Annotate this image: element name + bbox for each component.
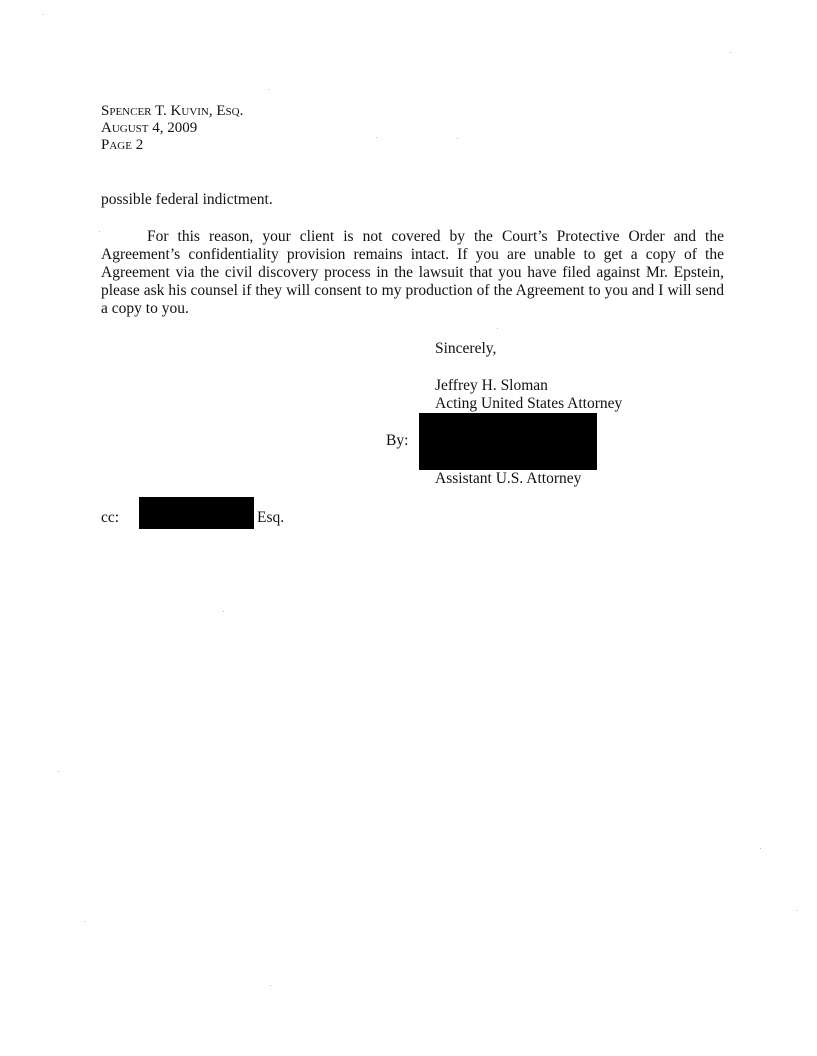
- scan-speck: [223, 611, 224, 612]
- scan-speck: [58, 771, 59, 772]
- scan-speck: [497, 328, 498, 329]
- body-paragraph: For this reason, your client is not covered by the Court’s Protective Order and the Agreement’s confidentiality provision remains intact. If you are unable to get a copy of the Agreement via the civil discovery process in the lawsuit that you have filed against Mr. Epstein, please ask his counsel if they will consent to my production of the Agreement to you and I will send a copy to you.: [101, 228, 724, 317]
- scan-speck: [796, 910, 797, 911]
- letter-date: August 4, 2009: [101, 120, 198, 136]
- recipient-name: Spencer T. Kuvin, Esq.: [101, 103, 244, 119]
- closing-salutation: Sincerely,: [435, 340, 497, 357]
- signatory-title: Assistant U.S. Attorney: [435, 470, 582, 487]
- scan-speck: [99, 231, 100, 232]
- scan-speck: [268, 89, 269, 90]
- scan-speck: [376, 137, 377, 138]
- cc-label: cc:: [101, 509, 120, 526]
- scan-speck: [43, 14, 44, 15]
- signer-title: Acting United States Attorney: [435, 395, 623, 412]
- scan-speck: [84, 921, 85, 922]
- scan-speck: [457, 138, 458, 139]
- scan-speck: [760, 848, 761, 849]
- by-label: By:: [386, 432, 409, 449]
- cc-name-redaction-block: [139, 497, 254, 529]
- body-paragraph-continuation: possible federal indictment.: [101, 191, 273, 208]
- scan-speck: [730, 52, 731, 53]
- letter-header: [101, 103, 243, 154]
- signature-redaction-block: [419, 413, 597, 470]
- page-number: Page 2: [101, 137, 144, 153]
- scan-speck: [270, 985, 271, 986]
- cc-suffix: Esq.: [257, 509, 285, 526]
- signer-name: Jeffrey H. Sloman: [435, 377, 548, 394]
